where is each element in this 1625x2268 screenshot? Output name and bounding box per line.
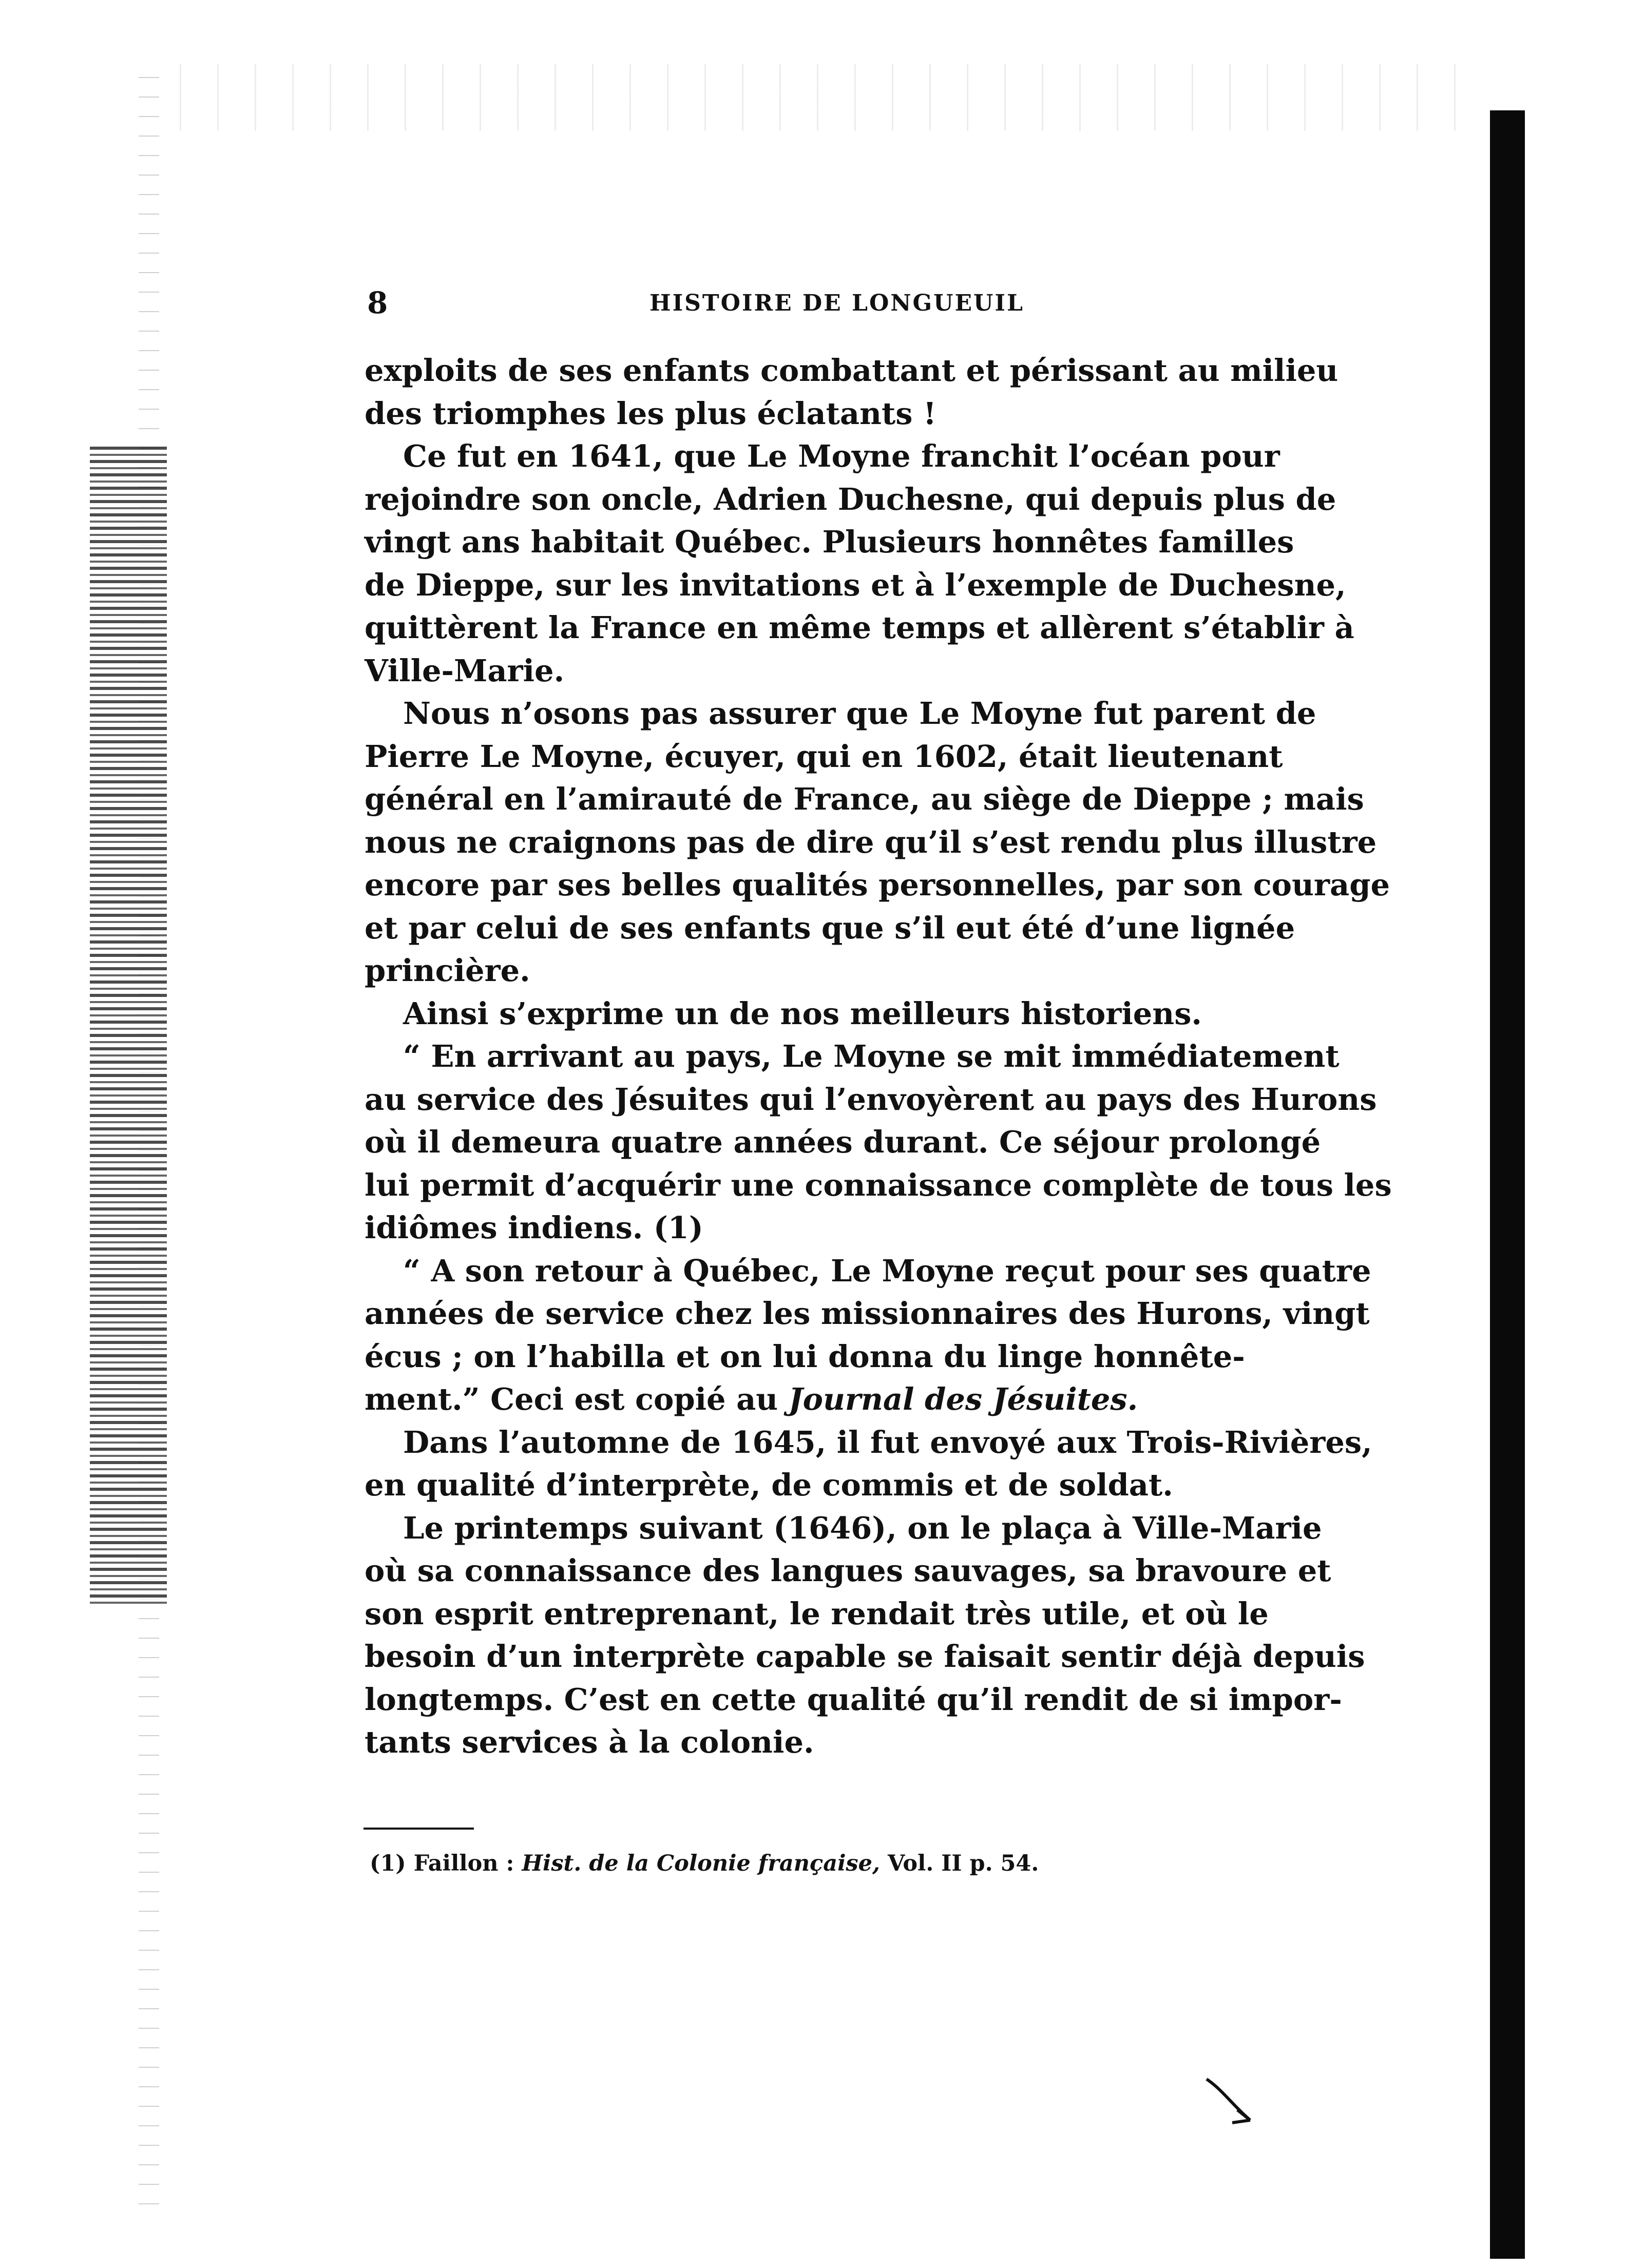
text-line: longtemps. C’est en cette qualité qu’il rendit de si impor- bbox=[365, 1681, 1342, 1717]
text-line: lui permit d’acquérir une connaissance complète de tous les bbox=[365, 1167, 1392, 1203]
text-line: Nous n’osons pas assurer que Le Moyne fut parent de bbox=[403, 696, 1316, 731]
footnote-reference: Vol. II p. 54. bbox=[880, 1851, 1039, 1876]
text-line: princière. bbox=[365, 953, 530, 988]
text-line: Le printemps suivant (1646), on le plaça à Ville-Marie bbox=[403, 1510, 1322, 1546]
footnote bbox=[370, 1848, 1345, 1879]
text-line: Ce fut en 1641, que Le Moyne franchit l’océan pour bbox=[403, 438, 1280, 474]
text-line: besoin d’un interprète capable se faisait sentir déjà depuis bbox=[365, 1639, 1365, 1674]
text-line: Ville-Marie. bbox=[365, 652, 565, 688]
journal-title: Journal des Jésuites. bbox=[788, 1381, 1138, 1417]
scan-dark-edge bbox=[1490, 110, 1525, 2259]
running-title: HISTOIRE DE LONGUEUIL bbox=[649, 290, 1024, 316]
text-line: où sa connaissance des langues sauvages, sa bravoure et bbox=[365, 1553, 1331, 1588]
text-line-journal bbox=[365, 1378, 1294, 1421]
page-number: 8 bbox=[367, 285, 388, 320]
text-line: de Dieppe, sur les invitations et à l’exemple de Duchesne, bbox=[365, 567, 1346, 603]
text-line: des triomphes les plus éclatants ! bbox=[365, 395, 936, 431]
text-line: son esprit entreprenant, le rendait très utile, et où le bbox=[365, 1596, 1269, 1631]
text-line: tants services à la colonie. bbox=[365, 1724, 814, 1760]
page-header bbox=[367, 285, 1258, 321]
text-line: années de service chez les missionnaires des Hurons, vingt bbox=[365, 1296, 1370, 1331]
text-line: Ainsi s’exprime un de nos meilleurs historiens. bbox=[403, 995, 1202, 1031]
text-run: ment.” Ceci est copié au bbox=[365, 1381, 789, 1417]
text-line: vingt ans habitait Québec. Plusieurs honnêtes familles bbox=[365, 524, 1294, 560]
text-line: au service des Jésuites qui l’envoyèrent au pays des Hurons bbox=[365, 1081, 1377, 1117]
pen-mark-icon bbox=[1201, 2069, 1263, 2130]
text-line: rejoindre son oncle, Adrien Duchesne, qui depuis plus de bbox=[365, 481, 1336, 517]
text-line: nous ne craignons pas de dire qu’il s’est rendu plus illustre bbox=[365, 824, 1377, 860]
text-line: idiômes indiens. (1) bbox=[365, 1210, 703, 1245]
text-line: en qualité d’interprète, de commis et de soldat. bbox=[365, 1467, 1173, 1503]
text-line: général en l’amirauté de France, au siège de Dieppe ; mais bbox=[365, 781, 1364, 817]
footnote-divider bbox=[364, 1828, 474, 1830]
text-line: et par celui de ses enfants que s’il eut été d’une lignée bbox=[365, 910, 1295, 946]
text-line: “ En arrivant au pays, Le Moyne se mit immédiatement bbox=[403, 1039, 1340, 1074]
text-line: exploits de ses enfants combattant et périssant au milieu bbox=[365, 353, 1339, 388]
text-line: “ A son retour à Québec, Le Moyne reçut pour ses quatre bbox=[403, 1253, 1371, 1289]
body-text bbox=[365, 349, 1392, 1764]
scan-noise-top bbox=[144, 64, 1489, 131]
text-line: où il demeura quatre années durant. Ce séjour prolongé bbox=[365, 1124, 1321, 1160]
text-line: Dans l’automne de 1645, il fut envoyé aux Trois-Rivières, bbox=[403, 1424, 1372, 1460]
text-line: Pierre Le Moyne, écuyer, qui en 1602, était lieutenant bbox=[365, 738, 1283, 774]
text-line: quittèrent la France en même temps et allèrent s’établir à bbox=[365, 610, 1354, 645]
footnote-title: Hist. de la Colonie française, bbox=[522, 1851, 880, 1876]
scan-binding-edge bbox=[90, 447, 167, 1607]
text-line: encore par ses belles qualités personnelles, par son courage bbox=[365, 867, 1390, 902]
text-line: écus ; on l’habilla et on lui donna du linge honnête- bbox=[365, 1338, 1245, 1374]
footnote-marker: (1) Faillon : bbox=[370, 1851, 522, 1876]
